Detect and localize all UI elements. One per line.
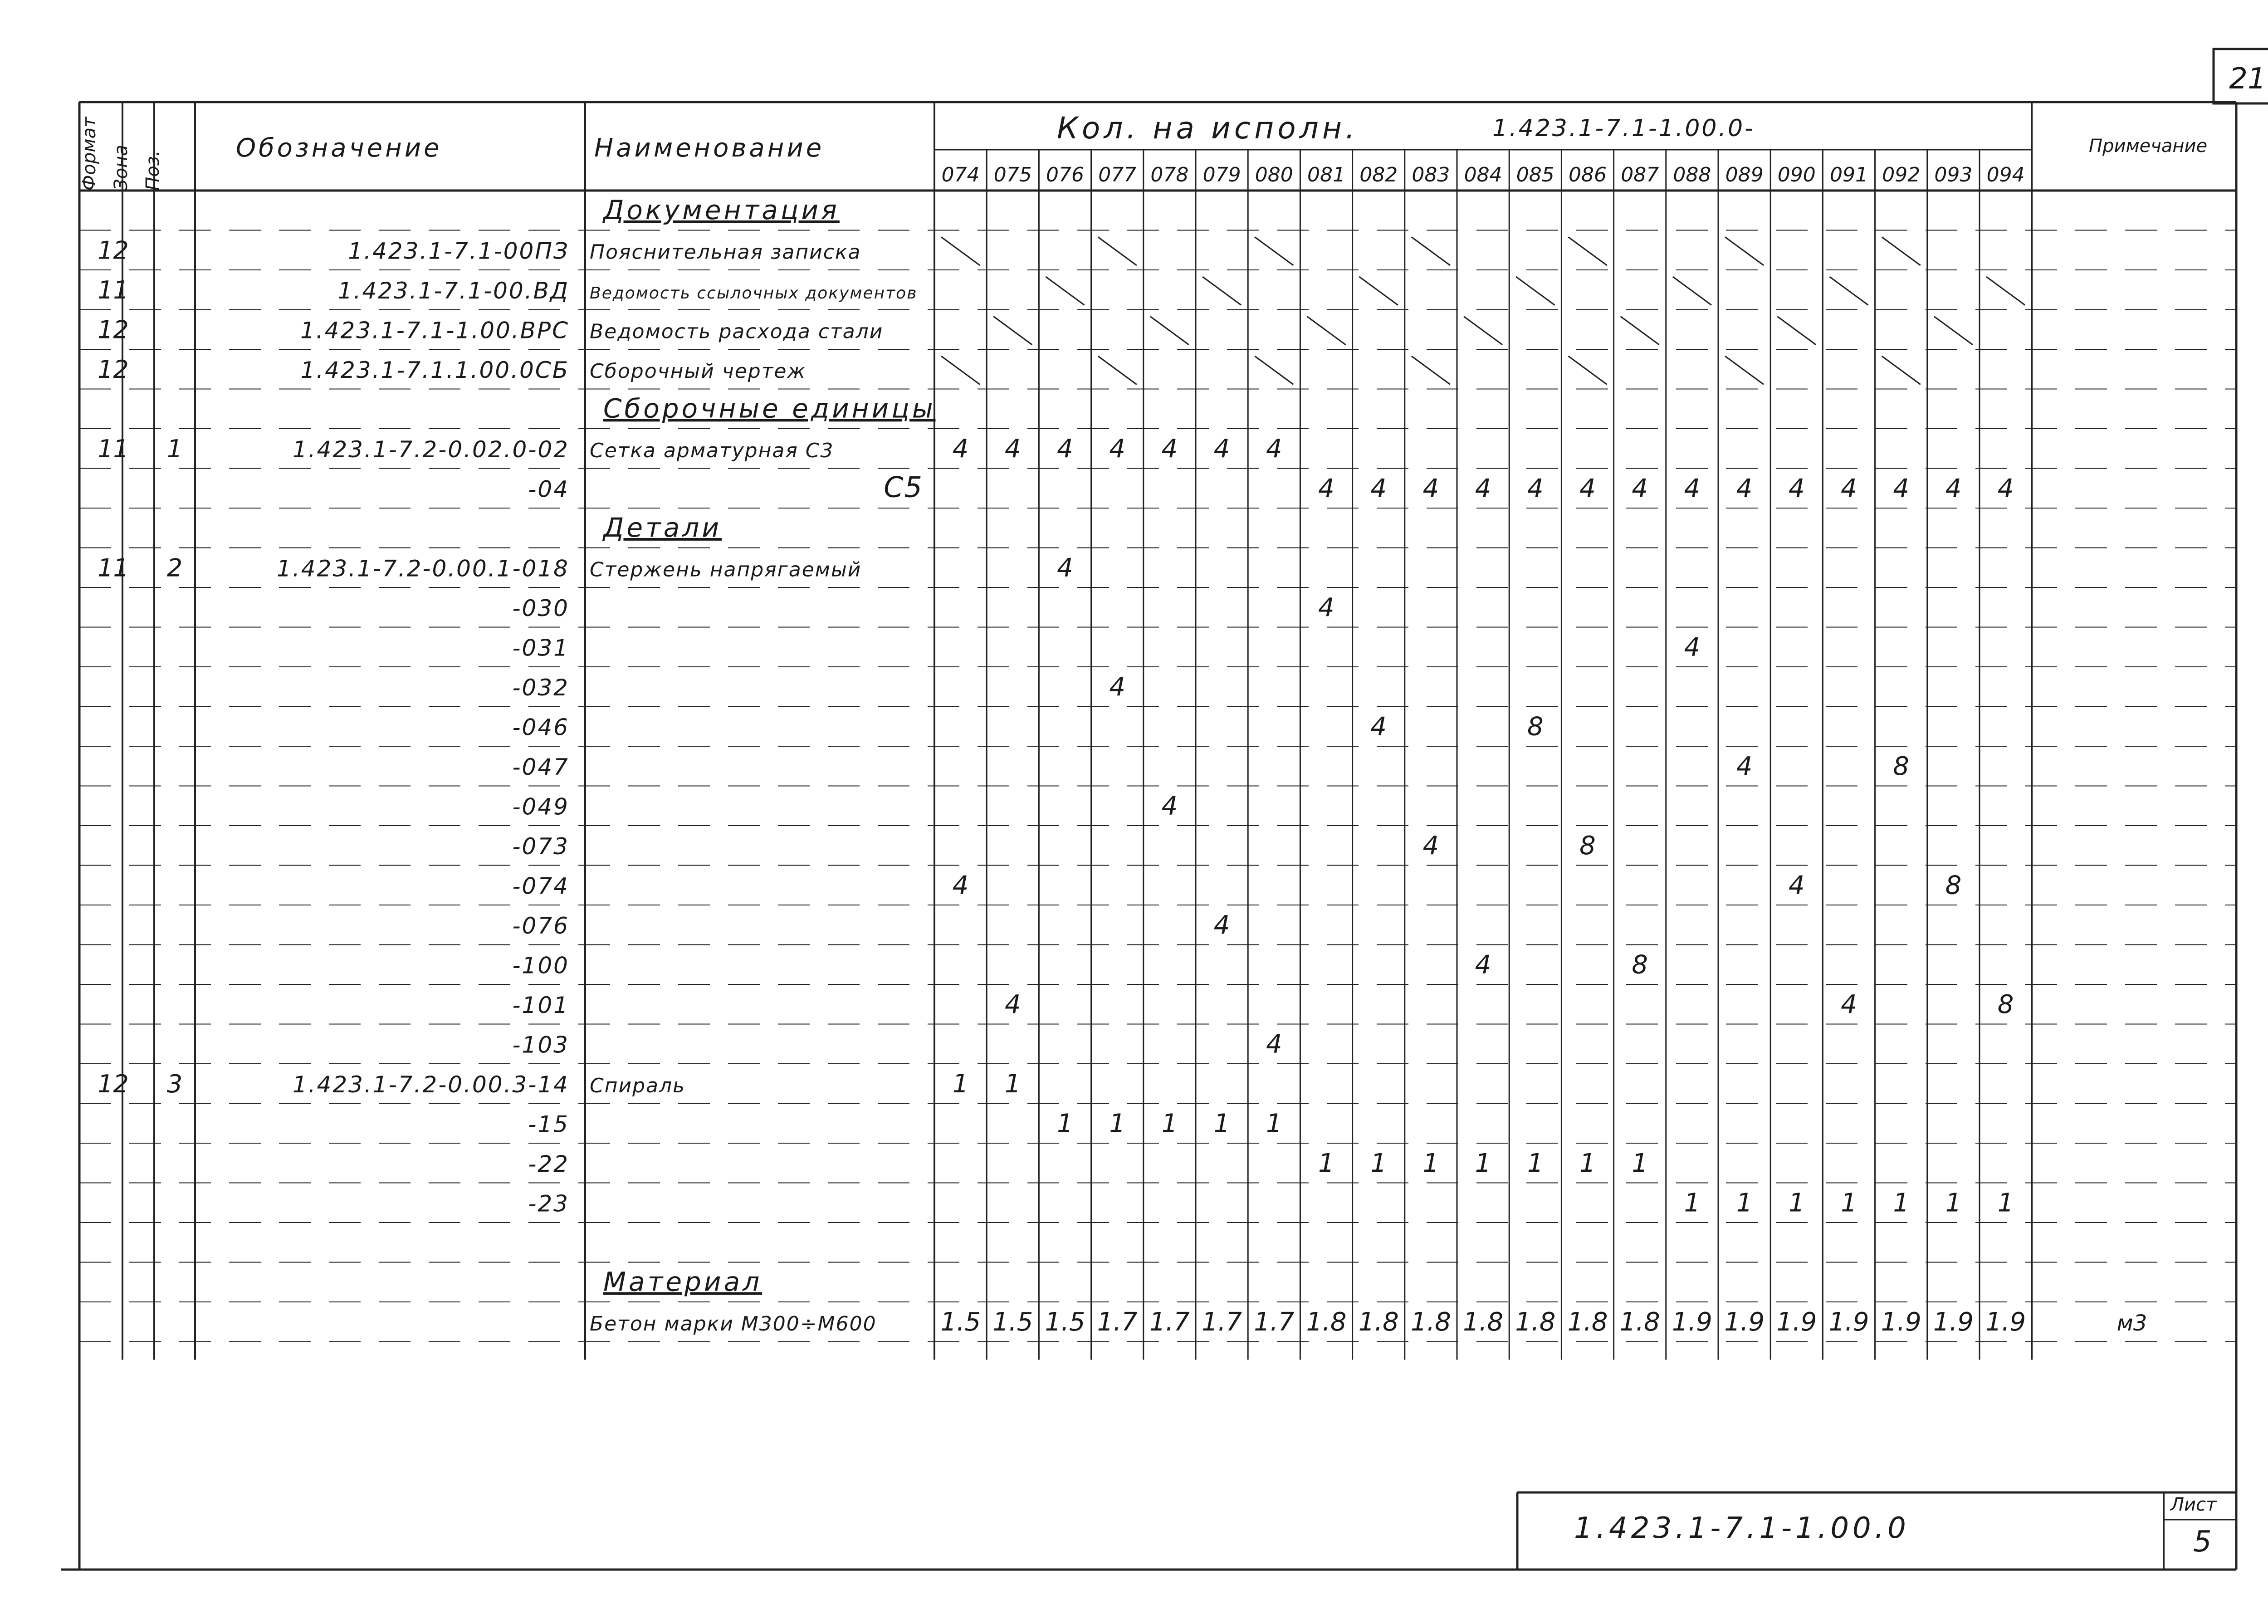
qty-cell: 8	[1893, 752, 1910, 781]
title-block-sheet-number: 5	[2193, 1525, 2212, 1559]
section-heading: Сборочные единицы	[603, 393, 936, 424]
variant-label: 077	[1098, 163, 1137, 186]
header-format-label: Формат	[79, 117, 100, 191]
qty-cell: 4	[1841, 474, 1857, 504]
qty-cell: 4	[1632, 474, 1648, 504]
variant-label: 078	[1150, 163, 1189, 186]
designation-cell: 1.423.1-7.2-0.00.3-14	[292, 1071, 569, 1098]
position-cell: 3	[166, 1070, 183, 1098]
variant-label: 074	[941, 163, 980, 186]
qty-cell: 4	[1736, 752, 1753, 781]
designation-cell: 1.423.1-7.1-1.00.ВРС	[300, 317, 569, 344]
qty-cell: 1	[1579, 1149, 1596, 1178]
qty-cell: 1	[952, 1069, 969, 1099]
designation-cell: -04	[528, 476, 569, 503]
variant-label: 087	[1621, 163, 1659, 186]
designation-cell: 1.423.1-7.2-0.00.1-018	[277, 555, 569, 582]
name-cell: С5	[884, 470, 923, 504]
designation-cell: -103	[512, 1032, 569, 1058]
format-cell: 11	[98, 553, 129, 582]
variant-label: 090	[1777, 163, 1816, 186]
qty-cell: 4	[1266, 1029, 1282, 1059]
qty-cell: 1.8	[1619, 1307, 1660, 1337]
qty-cell: 8	[1997, 990, 2014, 1019]
table-row	[602, 512, 722, 543]
format-cell: 11	[98, 435, 129, 463]
qty-cell: 1.7	[1097, 1307, 1138, 1337]
qty-cell: 1.7	[1202, 1307, 1242, 1337]
header-position-label: Поз.	[142, 150, 163, 191]
qty-cell: 1	[1788, 1188, 1805, 1218]
qty-cell: 1	[1684, 1188, 1701, 1218]
variant-label: 088	[1673, 163, 1711, 186]
variant-label: 083	[1412, 163, 1450, 186]
qty-cell: 4	[1579, 474, 1596, 504]
variant-label: 075	[993, 163, 1032, 186]
note-cell: м3	[2116, 1311, 2147, 1336]
qty-cell: 4	[1161, 434, 1178, 464]
qty-cell: 1.8	[1410, 1307, 1451, 1337]
designation-cell: 1.423.1-7.1-00ПЗ	[348, 238, 569, 264]
variant-label: 084	[1464, 163, 1502, 186]
designation-cell: 1.423.1-7.2-0.02.0-02	[292, 436, 569, 463]
qty-cell: 1.9	[1985, 1307, 2026, 1337]
qty-cell: 4	[1841, 990, 1857, 1019]
qty-cell: 4	[1893, 474, 1910, 504]
designation-cell: -073	[512, 833, 569, 860]
designation-cell: -15	[528, 1111, 569, 1138]
qty-cell: 1	[1736, 1188, 1753, 1218]
designation-cell: -076	[512, 913, 569, 939]
position-cell: 2	[166, 553, 183, 582]
format-cell: 12	[98, 236, 129, 265]
designation-cell: -047	[512, 754, 569, 780]
variant-label: 076	[1046, 163, 1084, 186]
designation-cell: 1.423.1-7.1-00.ВД	[337, 278, 569, 304]
qty-cell: 4	[1109, 434, 1126, 464]
header-zone-label: Зона	[111, 145, 132, 191]
name-cell: Ведомость расхода стали	[590, 320, 884, 343]
header-qty-base: 1.423.1-7.1-1.00.0-	[1492, 115, 1755, 142]
qty-cell: 1.8	[1306, 1307, 1347, 1337]
format-cell: 11	[98, 276, 129, 304]
designation-cell: -046	[512, 714, 569, 741]
qty-cell: 1.8	[1358, 1307, 1399, 1337]
qty-cell: 4	[1370, 712, 1387, 742]
table-row	[603, 1267, 762, 1297]
variant-label: 091	[1830, 163, 1868, 186]
qty-cell: 1	[1893, 1188, 1910, 1218]
qty-cell: 8	[1579, 831, 1596, 861]
variant-label: 082	[1359, 163, 1398, 186]
qty-cell: 4	[1318, 593, 1334, 622]
qty-cell: 1	[1109, 1109, 1126, 1139]
qty-cell: 1	[1213, 1109, 1230, 1139]
designation-cell: -101	[512, 992, 569, 1018]
qty-cell: 1.8	[1463, 1307, 1504, 1337]
designation-cell: -23	[528, 1190, 569, 1217]
variant-label: 093	[1934, 163, 1973, 186]
qty-cell: 1	[1527, 1149, 1544, 1178]
table-row	[603, 393, 936, 424]
qty-cell: 4	[1161, 791, 1178, 821]
qty-cell: 4	[1004, 990, 1021, 1019]
qty-cell: 1.5	[1045, 1307, 1085, 1337]
qty-cell: 1.5	[940, 1307, 981, 1337]
name-cell: Ведомость ссылочных документов	[590, 284, 918, 303]
name-cell: Стержень напрягаемый	[590, 558, 862, 582]
table-row	[602, 195, 840, 225]
qty-cell: 1.9	[1672, 1307, 1712, 1337]
designation-cell: -100	[512, 952, 569, 979]
qty-cell: 4	[1788, 871, 1805, 900]
qty-cell: 1.9	[1828, 1307, 1869, 1337]
qty-cell: 4	[1213, 434, 1230, 464]
qty-cell: 1.9	[1724, 1307, 1765, 1337]
variant-label: 079	[1202, 163, 1241, 186]
qty-cell: 1.8	[1567, 1307, 1608, 1337]
qty-cell: 4	[1475, 474, 1491, 504]
qty-cell: 4	[1422, 831, 1439, 861]
variant-label: 086	[1569, 163, 1607, 186]
qty-cell: 4	[1945, 474, 1962, 504]
variant-label: 081	[1307, 163, 1345, 186]
name-cell: Сборочный чертеж	[590, 360, 807, 383]
qty-cell: 8	[1527, 712, 1544, 742]
format-cell: 12	[98, 355, 129, 384]
name-cell: Спираль	[590, 1074, 686, 1097]
qty-cell: 4	[1213, 910, 1230, 940]
qty-cell: 1	[1422, 1149, 1439, 1178]
header-qty-title: Кол. на исполн.	[1057, 111, 1359, 146]
qty-cell: 4	[1684, 474, 1701, 504]
variant-label: 089	[1725, 163, 1764, 186]
designation-cell: 1.423.1-7.1.1.00.0СБ	[300, 357, 569, 383]
qty-cell: 4	[952, 871, 969, 900]
qty-cell: 4	[1057, 434, 1073, 464]
qty-cell: 4	[1788, 474, 1805, 504]
top-sheet-number: 21	[2229, 62, 2266, 96]
position-cell: 1	[166, 435, 183, 463]
designation-cell: -031	[512, 635, 569, 661]
qty-cell: 4	[1370, 474, 1387, 504]
qty-cell: 4	[1736, 474, 1753, 504]
title-block-code: 1.423.1-7.1-1.00.0	[1574, 1511, 1910, 1545]
qty-cell: 1	[1997, 1188, 2014, 1218]
qty-cell: 1	[1318, 1149, 1334, 1178]
qty-cell: 4	[952, 434, 969, 464]
qty-cell: 1	[1841, 1188, 1857, 1218]
qty-cell: 1.7	[1149, 1307, 1190, 1337]
qty-cell: 4	[1057, 553, 1073, 583]
designation-cell: -032	[512, 675, 569, 701]
qty-cell: 1.8	[1515, 1307, 1556, 1337]
qty-cell: 4	[1684, 632, 1701, 662]
qty-cell: 4	[1475, 950, 1491, 980]
name-cell: Пояснительная записка	[590, 240, 861, 264]
qty-cell: 1	[1475, 1149, 1491, 1178]
name-cell: Бетон марки М300÷М600	[590, 1312, 877, 1335]
qty-cell: 4	[1318, 474, 1334, 504]
variant-label: 085	[1516, 163, 1554, 186]
header-designation-label: Обозначение	[236, 133, 442, 163]
qty-cell: 4	[1109, 672, 1126, 702]
qty-cell: 1	[1161, 1109, 1178, 1139]
qty-cell: 1.9	[1881, 1307, 1921, 1337]
designation-cell: -049	[512, 793, 569, 820]
section-heading: Материал	[603, 1266, 763, 1297]
qty-cell: 4	[1004, 434, 1021, 464]
qty-cell: 4	[1997, 474, 2014, 504]
qty-cell: 1	[1945, 1188, 1962, 1218]
format-cell: 12	[98, 315, 129, 344]
qty-cell: 8	[1945, 871, 1962, 900]
designation-cell: -030	[512, 595, 569, 621]
variant-label: 094	[1986, 163, 2025, 186]
qty-cell: 1	[1370, 1149, 1387, 1178]
qty-cell: 4	[1422, 474, 1439, 504]
title-block-sheet-label: Лист	[2170, 1494, 2217, 1515]
qty-cell: 8	[1632, 950, 1648, 980]
section-heading: Детали	[603, 512, 722, 543]
qty-cell: 1	[1266, 1109, 1282, 1139]
qty-cell: 1	[1057, 1109, 1073, 1139]
format-cell: 12	[98, 1070, 129, 1098]
variant-label: 080	[1255, 163, 1293, 186]
variant-headers	[942, 163, 2025, 186]
header-name-label: Наименование	[594, 133, 825, 163]
qty-cell: 1	[1632, 1149, 1648, 1178]
name-cell: Сетка арматурная С3	[590, 439, 834, 462]
qty-cell: 1.7	[1254, 1307, 1295, 1337]
qty-cell: 1.5	[992, 1307, 1033, 1337]
qty-cell: 1.9	[1933, 1307, 1974, 1337]
variant-label: 092	[1882, 163, 1921, 186]
qty-cell: 4	[1266, 434, 1282, 464]
qty-cell: 1.9	[1776, 1307, 1817, 1337]
designation-cell: -074	[512, 873, 569, 900]
section-heading: Документация	[603, 195, 840, 225]
header-note-label: Примечание	[2089, 136, 2208, 157]
designation-cell: -22	[528, 1151, 569, 1177]
qty-cell: 1	[1004, 1069, 1021, 1099]
qty-cell: 4	[1527, 474, 1544, 504]
